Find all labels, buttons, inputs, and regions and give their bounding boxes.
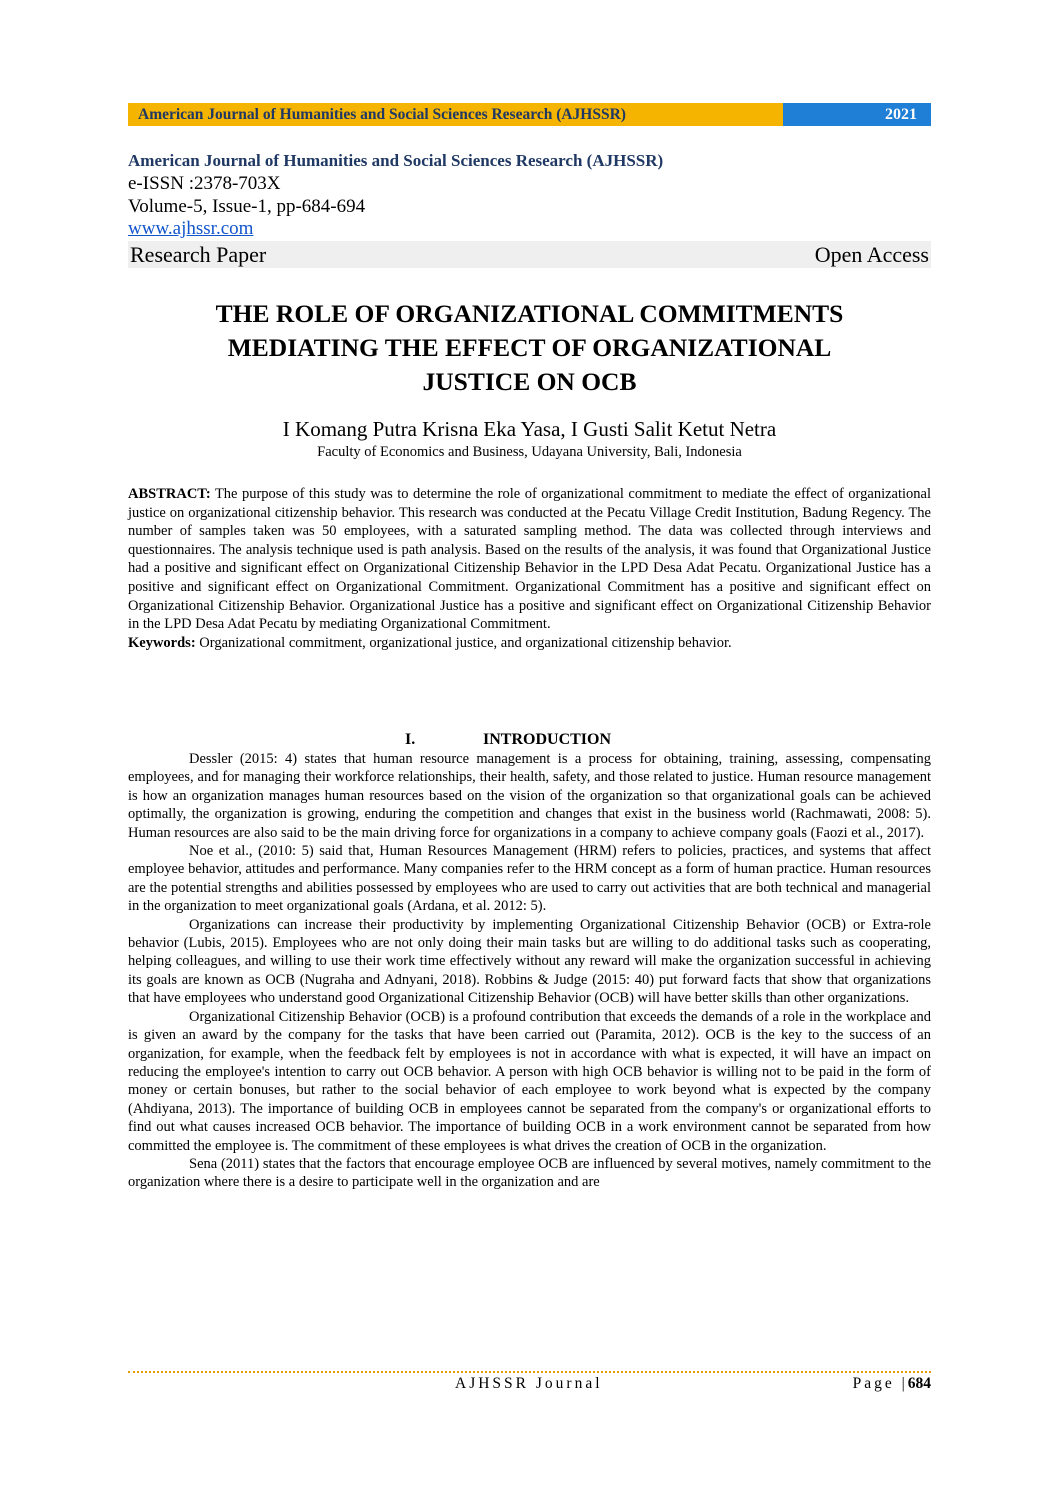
abstract-label: ABSTRACT: — [128, 486, 211, 502]
paper-title: THE ROLE OF ORGANIZATIONAL COMMITMENTS MEDIATING THE EFFECT OF ORGANIZATIONAL JUSTICE ON OCB — [215, 299, 844, 396]
abstract-paragraph — [128, 485, 931, 634]
running-header — [128, 103, 931, 126]
footer-page-number — [853, 1375, 931, 1393]
keywords-label: Keywords: — [128, 634, 196, 651]
body-paragraph: Dessler (2015: 4) states that human resource management is a process for obtaining, training, assessing, compensating employees, and for managing their workforce relationships, their health, safety, and those related to justice. Human resource management is how an organization manages human resources based on the vision of the organization so that organizational goals can be achieved optimally, the organization is growing, enduring the competition and changes that exist in the business world (Rachmawati, 2008: 5). Human resources are also said to be the main driving force for organizations in a company to achieve company goals (Faozi et al., 2017). — [128, 751, 931, 841]
body-paragraph: Organizations can increase their productivity by implementing Organizational Citizenship Behavior (OCB) or Extra-role behavior (Lubis, 2015). Employees who are not only doing their main tasks but are willing to do additional tasks such as cooperating, helping colleagues, and willing to use their work time effectively without any reward will make the organization successful in achieving its goals are known as OCB (Nugraha and Adnyani, 2018). Robbins & Judge (2015: 40) put forward facts that show that organizations that have employees who understand good Organizational Citizenship Behavior (OCB) will have better skills than other organizations. — [128, 916, 931, 1007]
body-paragraph: Noe et al., (2010: 5) said that, Human Resources Management (HRM) refers to policies, practices, and systems that affect employee behavior, attitudes and performance. Many companies refer to the HRM concept as a form of human practice. Human resources are the potential strengths and abilities possessed by employees who are used to carry out activities that are both technical and managerial in the organization to meet organizational goals (Ardana, et al. 2012: 5). — [128, 843, 931, 915]
page-label: Page | — [852, 1375, 908, 1392]
introduction-body — [128, 750, 931, 1192]
meta-volume: Volume-5, Issue-1, pp-684-694 — [128, 196, 366, 217]
page-footer — [128, 1375, 931, 1395]
meta-journal-name: American Journal of Humanities and Social Sciences Research (AJHSSR) — [128, 151, 664, 170]
keywords-paragraph — [128, 634, 931, 653]
journal-url-link[interactable]: www.ajhssr.com — [128, 218, 254, 239]
open-access-label: Open Access — [814, 241, 929, 267]
abstract-block — [128, 485, 931, 652]
running-header-journal: American Journal of Humanities and Social Sciences Research (AJHSSR) — [128, 103, 783, 126]
author-affiliation: Faculty of Economics and Business, Udayana University, Bali, Indonesia — [317, 444, 742, 460]
body-paragraph: Sena (2011) states that the factors that encourage employee OCB are influenced by several motives, namely commitment to the organization where there is a desire to participate well in the organization and are — [128, 1155, 931, 1191]
paper-authors: I Komang Putra Krisna Eka Yasa, I Gusti Salit Ketut Netra — [282, 417, 777, 441]
section-number: I. — [405, 731, 416, 748]
body-paragraph: Organizational Citizenship Behavior (OCB) is a profound contribution that exceeds the demands of a role in the workplace and is given an award by the company for the tasks that have been carried out (Paramita, 2012). OCB is the key to the success of an organization, for example, when the feedback felt by employees is not in accordance with what is expected, it will have an impact on reducing the employee's intention to carry out OCB behavior. A person with high OCB behavior is willing not to be paid in the form of money or certain bonuses, but rather to the social behavior of each employee to work beyond what is expected by the company (Ahdiyana, 2013). The importance of building OCB in employees cannot be separated from the company's or organizational efforts to find out what causes increased OCB behavior. The importance of building OCB in a work environment cannot be separated from how committed the employee is. The commitment of these employees is what drives the creation of OCB in the organization. — [128, 1008, 931, 1154]
footer-journal-name: AJHSSR Journal — [455, 1375, 603, 1392]
paper-type-label: Research Paper — [130, 241, 267, 267]
abstract-text: The purpose of this study was to determine the role of organizational commitment to mediate the effect of organizational justice on organizational citizenship behavior. This research was conducted at the Pecatu Village Credit Institution, Badung Regency. The number of samples taken was 50 employees, with a saturated sampling method. The data was collected through interviews and questionnaires. The analysis technique used is path analysis. Based on the results of the analysis, it was found that Organizational Justice had a positive and significant effect on Organizational Citizenship Behavior in the LPD Desa Adat Pecatu. Organizational Justice has a positive and significant effect on Organizational Commitment. Organizational Commitment has a positive and significant effect on Organizational Citizenship Behavior. Organizational Justice has a positive and significant effect on Organizational Citizenship Behavior in the LPD Desa Adat Pecatu by mediating Organizational Commitment. — [128, 486, 931, 633]
journal-meta-block — [128, 150, 931, 268]
keywords-text: Organizational commitment, organizational justice, and organizational citizenship behavior. — [195, 634, 732, 651]
meta-issn: e-ISSN :2378-703X — [128, 173, 281, 194]
paper-type-bar — [128, 241, 931, 268]
section-title: INTRODUCTION — [483, 731, 612, 748]
page-number: 684 — [907, 1375, 931, 1392]
running-header-year: 2021 — [783, 103, 931, 126]
